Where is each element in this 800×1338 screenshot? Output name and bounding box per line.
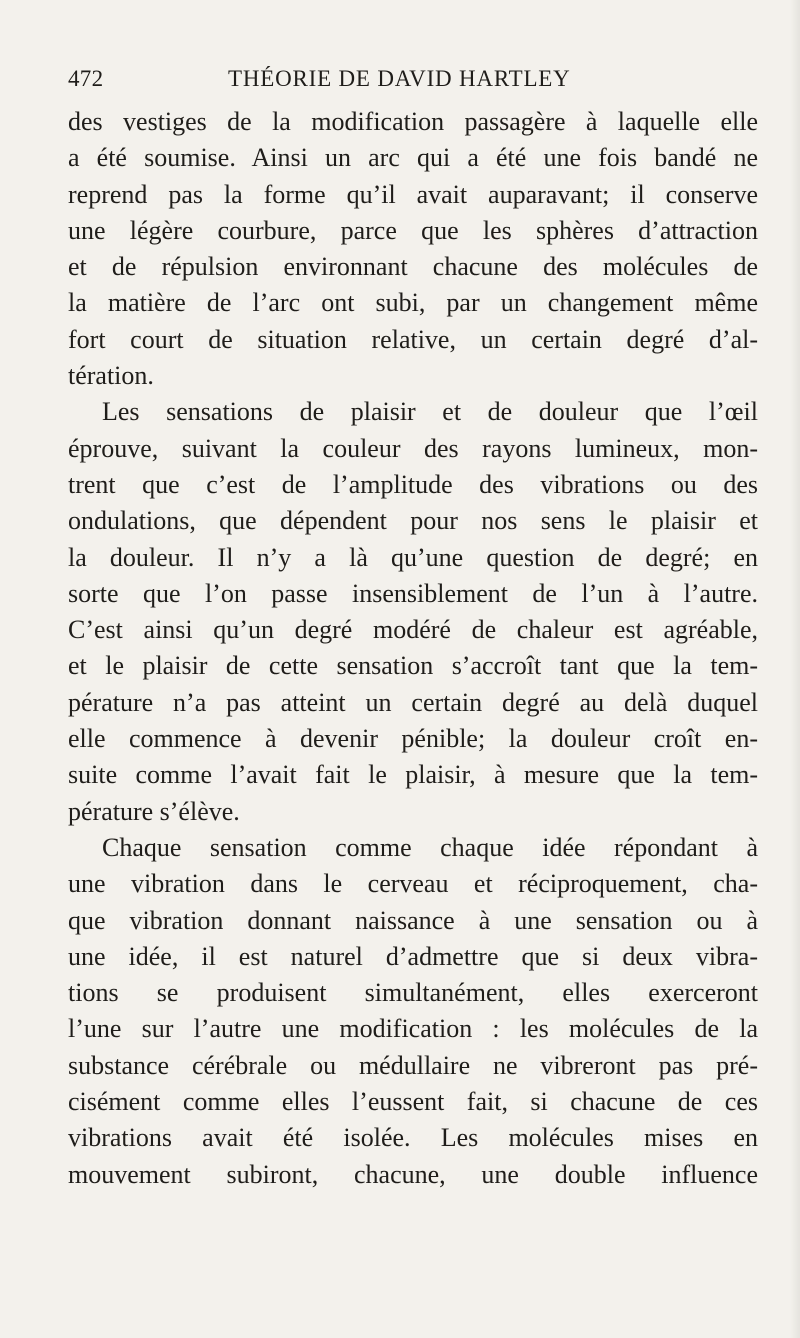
running-title: THÉORIE DE DAVID HARTLEY (228, 66, 571, 91)
text-line: la douleur. Il n’y a là qu’une question de degré; en (68, 542, 758, 572)
text-line: sorte que l’on passe insensiblement de l’un à l’autre. (68, 578, 758, 608)
text-line: substance cérébrale ou médullaire ne vibreront pas pré- (68, 1050, 758, 1080)
page-header (68, 66, 758, 98)
body-text (68, 104, 758, 1193)
text-line: trent que c’est de l’amplitude des vibrations ou des (68, 469, 758, 499)
text-line: a été soumise. Ainsi un arc qui a été une fois bandé ne (68, 143, 758, 173)
text-line: l’une sur l’autre une modification : les molécules de la (68, 1014, 758, 1044)
text-line: des vestiges de la modification passagère à laquelle elle (68, 107, 758, 136)
text-line: et de répulsion environnant chacune des molécules de (68, 252, 758, 282)
text-line: fort court de situation relative, un certain degré d’al- (68, 324, 758, 354)
text-line: une idée, il est naturel d’admettre que si deux vibra- (68, 941, 758, 971)
text-line: et le plaisir de cette sensation s’accroît tant que la tem- (68, 651, 758, 681)
page-edge-shadow (790, 0, 800, 1338)
text-line: pérature n’a pas atteint un certain degré au delà duquel (68, 687, 758, 717)
text-line: tération. (68, 361, 154, 391)
text-line: C’est ainsi qu’un degré modéré de chaleur est agréable, (68, 615, 758, 645)
text-line: que vibration donnant naissance à une sensation ou à (68, 905, 758, 935)
text-line: éprouve, suivant la couleur des rayons lumineux, mon- (68, 433, 758, 463)
text-line: pérature s’élève. (68, 796, 240, 826)
text-line: reprend pas la forme qu’il avait auparavant; il conserve (68, 179, 758, 209)
text-line: suite comme l’avait fait le plaisir, à mesure que la tem- (68, 760, 758, 790)
text-line: une légère courbure, parce que les sphères d’attraction (68, 215, 758, 245)
text-line: ondulations, que dépendent pour nos sens le plaisir et (68, 506, 758, 536)
text-line: une vibration dans le cerveau et réciproquement, cha- (68, 869, 758, 899)
text-line: elle commence à devenir pénible; la douleur croît en- (68, 724, 758, 754)
paragraph-start-line: Les sensations de plaisir et de douleur que l’œil (102, 397, 758, 427)
text-line: mouvement subiront, chacune, une double influence (68, 1159, 758, 1189)
text-line: la matière de l’arc ont subi, par un changement même (68, 288, 758, 318)
text-line: cisément comme elles l’eussent fait, si chacune de ces (68, 1087, 758, 1117)
paragraph-start-line: Chaque sensation comme chaque idée répondant à (102, 832, 758, 862)
text-line: vibrations avait été isolée. Les molécules mises en (68, 1123, 758, 1153)
page-number: 472 (68, 66, 104, 91)
text-line: tions se produisent simultanément, elles exerceront (68, 978, 758, 1008)
